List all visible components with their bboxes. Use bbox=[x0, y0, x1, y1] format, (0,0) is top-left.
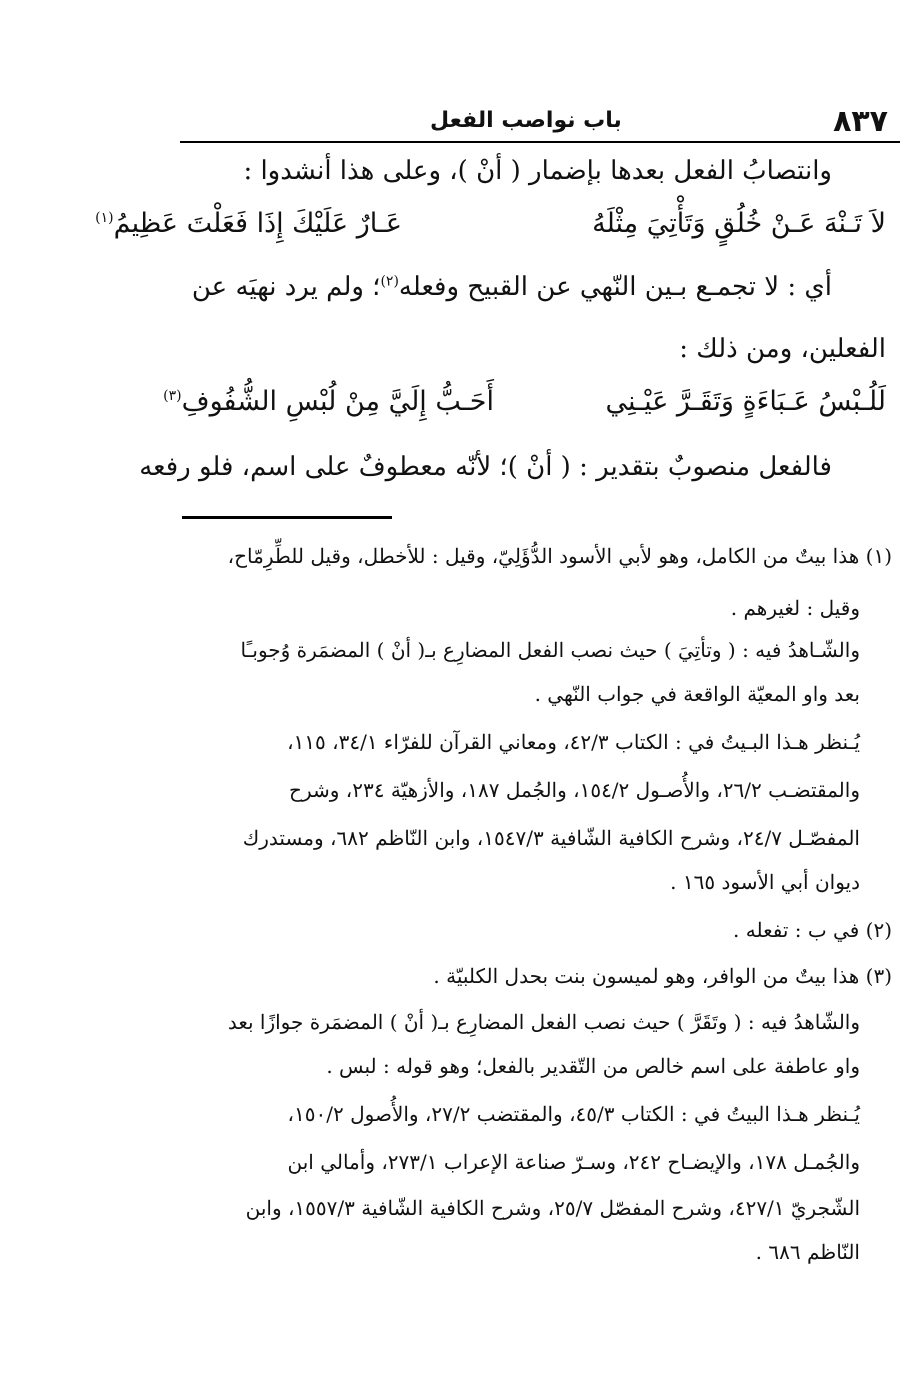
running-title: باب نواصب الفعل bbox=[430, 108, 622, 133]
footnote-3-line-2: والشّاهدُ فيه : ( وتَقَرَّ ) حيث نصب الفعل المضارِع بـ( أنْ ) المضمَرة جوازًا بعد bbox=[227, 1010, 860, 1034]
verse-1-first-hemistich: لاَ تَـنْهَ عَـنْ خُلُقٍ وَتَأْتِيَ مِثْلَهُ bbox=[592, 208, 886, 239]
footnote-ref-2: (٢) bbox=[380, 273, 399, 290]
body-line-4: فالفعل منصوبٌ بتقدير : ( أنْ )؛ لأنّه معطوفٌ على اسم، فلو رفعه bbox=[139, 452, 832, 482]
body-line-1: وانتصابُ الفعل بعدها بإضمار ( أنْ )، وعلى هذا أنشدوا : bbox=[243, 156, 832, 186]
footnote-separator bbox=[182, 516, 392, 519]
verse-2-first-hemistich: لَلُـبْسُ عَـبَاءَةٍ وَتَقَـرَّ عَيْـنِي bbox=[605, 386, 886, 417]
page-number: ٨٣٧ bbox=[833, 104, 888, 139]
footnote-1-line-3: والشّـاهدُ فيه : ( وتأتِيَ ) حيث نصب الفعل المضارِع بـ( أنْ ) المضمَرة وُجوبـًا bbox=[240, 638, 860, 662]
footnote-1-line-5: يُـنظر هـذا البـيتُ في : الكتاب ٤٢/٣، ومعاني القرآن للفرّاء ٣٤/١، ١١٥، bbox=[287, 730, 860, 754]
footnote-3-line-7: النّاظم ٦٨٦ . bbox=[755, 1240, 860, 1264]
footnote-1-line-1: (١) هذا بيتٌ من الكامل، وهو لأبي الأسود الدُّؤَلِيّ، وقيل : للأخطل، وقيل للطِّرِمّاح، bbox=[227, 544, 892, 568]
footnote-1-line-6: والمقتضـب ٢٦/٢، والأُصـول ١٥٤/٢، والجُمل ١٨٧، والأزهيّة ٢٣٤، وشرح bbox=[289, 778, 860, 802]
footnote-1-line-4: بعد واو المعيّة الواقعة في جواب النّهي . bbox=[534, 682, 860, 706]
footnote-ref-1: (١) bbox=[95, 210, 114, 226]
footnote-3-line-1: (٣) هذا بيتٌ من الوافر، وهو لميسون بنت بحدل الكلبيّة . bbox=[433, 964, 892, 988]
footnote-ref-3: (٣) bbox=[163, 388, 182, 404]
footnote-2: (٢) في ب : تفعله . bbox=[733, 918, 892, 942]
footnote-1-line-2: وقيل : لغيرهم . bbox=[730, 596, 860, 620]
verse-1-second-hemistich: عَـارٌ عَلَيْكَ إِذَا فَعَلْتَ عَظِيمُ$^{(١)}$ bbox=[95, 208, 402, 239]
footnote-3-line-5: والجُمـل ١٧٨، والإيضـاح ٢٤٢، وسـرّ صناعة الإعراب ٢٧٣/١، وأمالي ابن bbox=[287, 1150, 860, 1174]
header-rule bbox=[180, 141, 900, 143]
footnote-1-line-8: ديوان أبي الأسود ١٦٥ . bbox=[670, 870, 860, 894]
body-line-3: الفعلين، ومن ذلك : bbox=[679, 334, 886, 364]
footnote-3-line-3: واو عاطفة على اسم خالص من التّقدير بالفعل؛ وهو قوله : لبس . bbox=[326, 1054, 860, 1078]
footnote-3-line-6: الشّجريّ ٤٢٧/١، وشرح المفصّل ٢٥/٧، وشرح الكافية الشّافية ١٥٥٧/٣، وابن bbox=[245, 1196, 860, 1220]
footnote-3-line-4: يُـنظر هـذا البيتُ في : الكتاب ٤٥/٣، والمقتضب ٢٧/٢، والأُصول ١٥٠/٢، bbox=[287, 1102, 860, 1126]
body-line-2: أي : لا تجمـع بـين النّهي عن القبيح وفعله$^{(٢)}$؛ ولم يرد نهيَه عن bbox=[191, 272, 832, 302]
page-header bbox=[180, 104, 900, 138]
verse-2-second-hemistich: أَحَـبُّ إِلَيَّ مِنْ لُبْسِ الشُّفُوفِ$^{(٣)}$ bbox=[163, 386, 494, 417]
footnote-1-line-7: المفصّـل ٢٤/٧، وشرح الكافية الشّافية ١٥٤٧/٣، وابن النّاظم ٦٨٢، ومستدرك bbox=[242, 826, 860, 850]
